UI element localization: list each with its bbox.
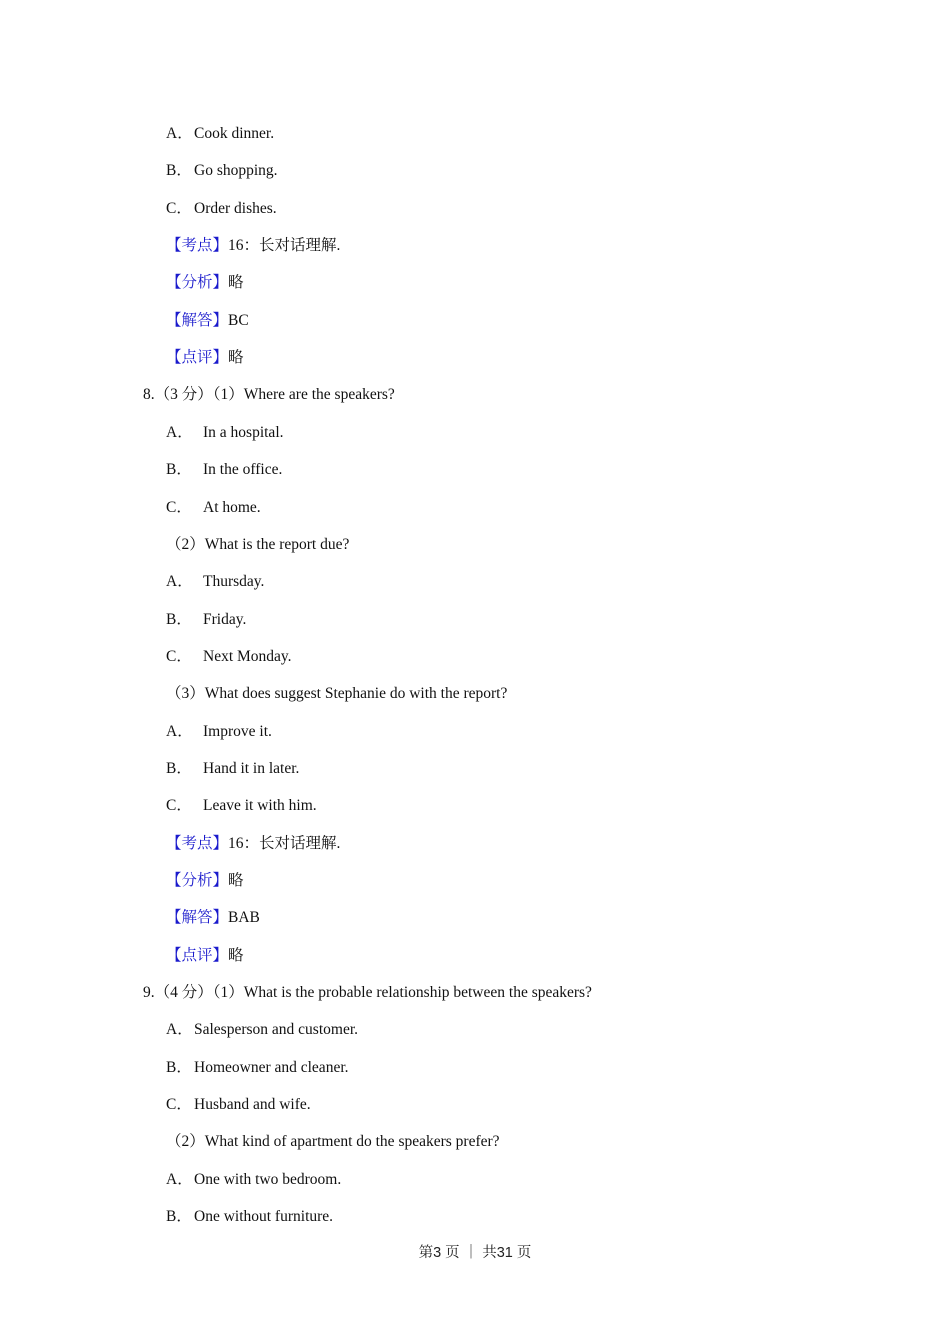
section-tag: 【点评】	[166, 349, 229, 367]
section-tag: 【考点】	[166, 834, 229, 852]
answer-option	[166, 1094, 311, 1116]
option-letter: C．	[166, 647, 192, 665]
option-letter: B．	[166, 162, 192, 180]
option-letter: A．	[166, 722, 193, 740]
option-letter: A．	[166, 1021, 193, 1039]
answer-section	[166, 833, 340, 855]
option-letter: A．	[166, 573, 193, 591]
option-text: Hand it in later.	[203, 759, 300, 777]
section-content: BC	[228, 311, 249, 329]
option-letter: A．	[166, 423, 193, 441]
question-stem: 9.（4 分）（1）What is the probable relationship between the speakers?	[143, 984, 592, 1002]
option-text: One without furniture.	[194, 1208, 334, 1226]
option-text: In a hospital.	[203, 423, 284, 441]
page-footer: 第3 页 ｜ 共31 页	[418, 1245, 532, 1261]
option-text: Thursday.	[203, 573, 265, 591]
answer-section	[166, 870, 244, 892]
section-content: 略	[228, 349, 244, 367]
answer-section	[166, 347, 244, 369]
answer-option	[166, 160, 278, 182]
option-text: One with two bedroom.	[194, 1170, 342, 1188]
option-text: Husband and wife.	[194, 1096, 311, 1114]
option-letter: C．	[166, 1096, 192, 1114]
section-tag: 【分析】	[166, 274, 229, 292]
option-letter: A．	[166, 1170, 193, 1188]
option-text: Leave it with him.	[203, 797, 317, 815]
option-text: Improve it.	[203, 722, 272, 740]
answer-option	[166, 459, 282, 481]
option-letter: A．	[166, 125, 193, 142]
answer-option	[166, 1019, 358, 1041]
sub-question: （2）What kind of apartment do the speakers prefer?	[166, 1133, 500, 1151]
section-tag: 【分析】	[166, 872, 229, 889]
answer-option	[166, 571, 264, 593]
answer-option	[166, 123, 274, 145]
section-content: 略	[228, 946, 244, 964]
option-letter: C．	[166, 498, 192, 516]
answer-section	[166, 235, 340, 257]
sub-question: （3）What does suggest Stephanie do with the report?	[166, 685, 508, 703]
option-text: In the office.	[203, 461, 283, 479]
answer-option	[166, 721, 272, 743]
option-text: At home.	[203, 498, 261, 516]
option-text: Salesperson and customer.	[194, 1021, 359, 1039]
option-text: Friday.	[203, 610, 247, 628]
option-text: Order dishes.	[194, 199, 277, 217]
section-tag: 【解答】	[166, 311, 229, 329]
answer-option	[166, 422, 284, 444]
answer-option	[166, 497, 261, 519]
answer-section	[166, 310, 249, 332]
answer-option	[166, 646, 292, 668]
option-letter: B．	[166, 610, 192, 628]
answer-option	[166, 1057, 349, 1079]
option-letter: B．	[166, 1058, 192, 1076]
section-content: 16：长对话理解.	[228, 237, 341, 255]
option-text: Next Monday.	[203, 647, 292, 665]
answer-section	[166, 272, 244, 294]
answer-option	[166, 1206, 333, 1228]
answer-section	[166, 907, 260, 929]
answer-option	[166, 198, 277, 220]
question-stem: 8.（3 分）（1）Where are the speakers?	[143, 386, 395, 404]
answer-option	[166, 795, 317, 817]
sub-question: （2）What is the report due?	[166, 535, 350, 553]
option-text: Go shopping.	[194, 162, 278, 180]
section-content: 略	[228, 274, 244, 292]
section-content: 16：长对话理解.	[228, 834, 341, 852]
section-tag: 【点评】	[166, 946, 229, 964]
option-letter: B．	[166, 759, 192, 777]
answer-section	[166, 945, 244, 967]
option-text: Cook dinner.	[194, 125, 275, 142]
option-letter: C．	[166, 797, 192, 815]
answer-option	[166, 1169, 341, 1191]
option-text: Homeowner and cleaner.	[194, 1058, 349, 1076]
section-content: BAB	[228, 909, 260, 927]
option-letter: B．	[166, 461, 192, 479]
section-content: 略	[228, 872, 244, 889]
section-tag: 【考点】	[166, 237, 229, 255]
section-tag: 【解答】	[166, 909, 229, 927]
option-letter: B．	[166, 1208, 192, 1226]
answer-option	[166, 758, 299, 780]
option-letter: C．	[166, 199, 192, 217]
answer-option	[166, 609, 246, 631]
